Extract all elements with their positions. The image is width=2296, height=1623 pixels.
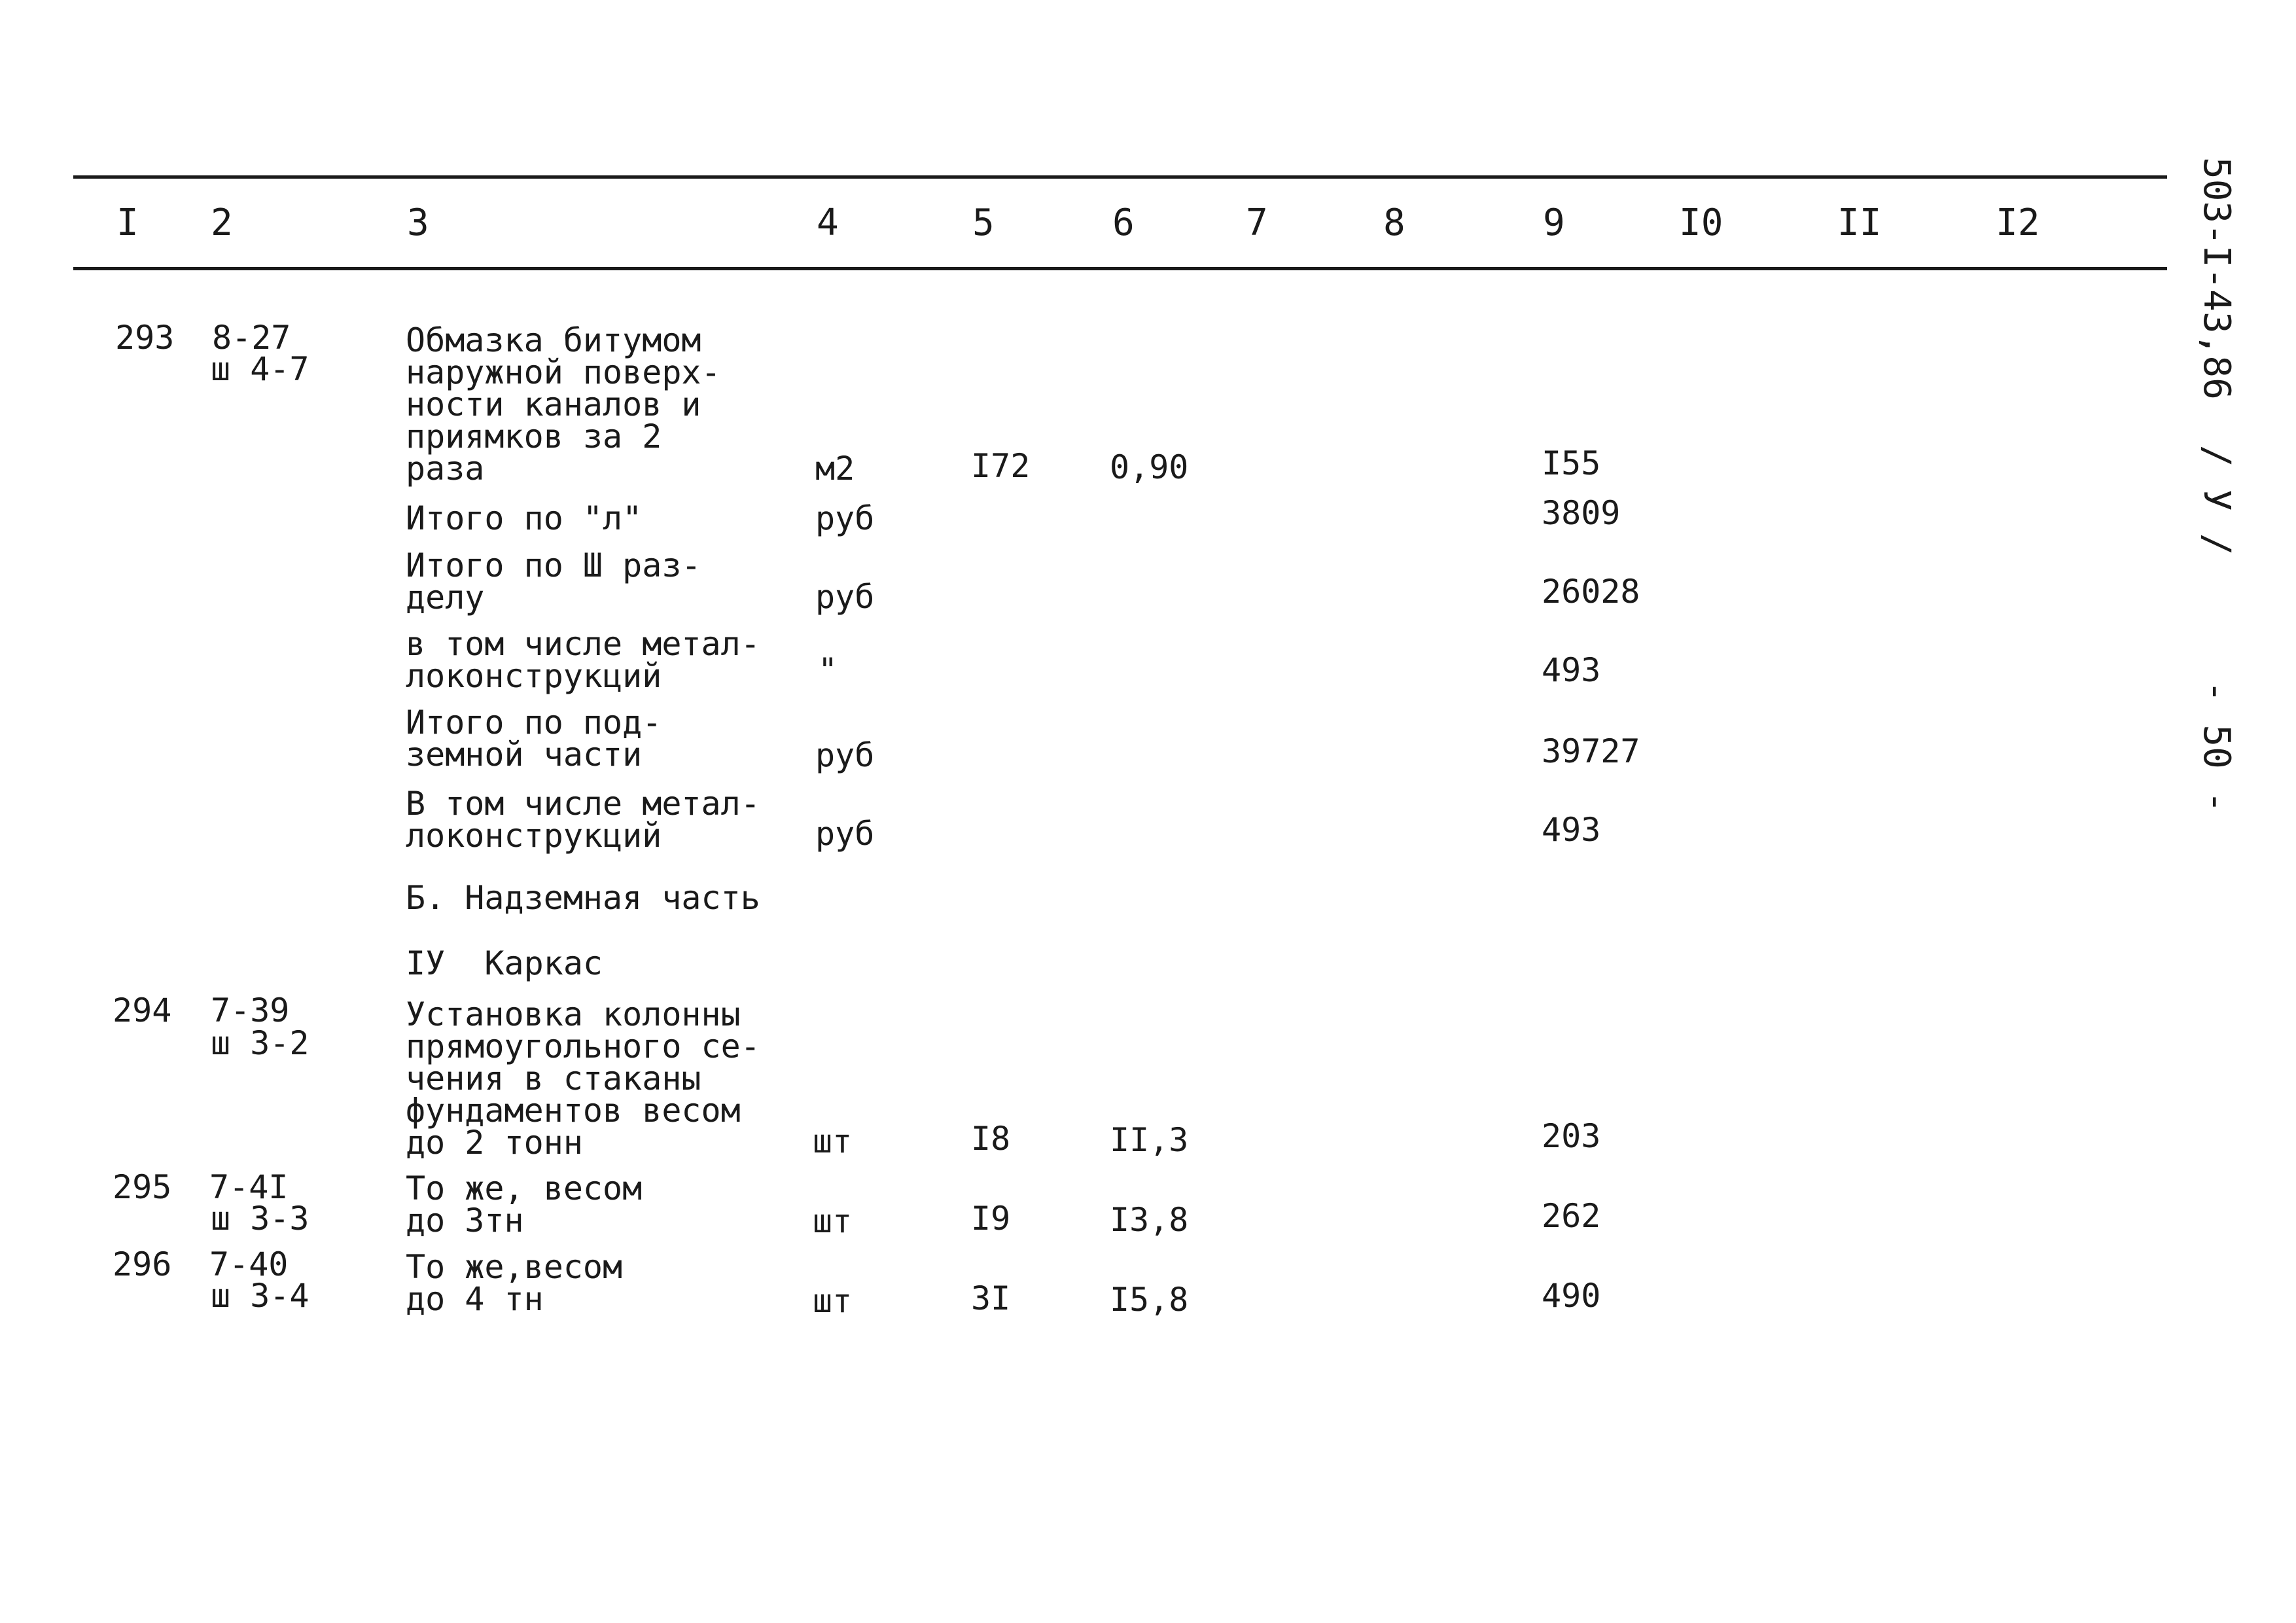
- norm-subcode: ш 4-7: [211, 350, 309, 388]
- norm-code: 8-27: [212, 319, 291, 357]
- unit: шт: [813, 1282, 853, 1320]
- document-code: 503-I-43,86: [2195, 157, 2238, 400]
- total: 203: [1542, 1117, 1601, 1155]
- header-top-rule: [73, 175, 2167, 179]
- unit-norm: 0,90: [1110, 448, 1189, 486]
- work-description: в том числе метал- локонструкций: [406, 625, 760, 695]
- total: 26028: [1542, 573, 1640, 611]
- page-number: - 50 -: [2195, 681, 2238, 813]
- unit: руб: [815, 736, 875, 774]
- total: 3809: [1542, 494, 1621, 532]
- col-header-12: I2: [1996, 202, 2040, 244]
- unit: м2: [815, 450, 855, 488]
- work-description: Итого по Ш раз- делу: [406, 546, 701, 616]
- work-description: То же,весом до 4 тн: [406, 1248, 623, 1318]
- col-header-7: 7: [1246, 202, 1268, 244]
- work-description: Итого по под- земной части: [406, 704, 662, 774]
- norm-subcode: ш 3-2: [211, 1024, 309, 1062]
- quantity: I9: [971, 1200, 1011, 1238]
- work-description: Установка колонны прямоугольного се- чения в стаканы фундаментов весом до 2 тонн: [406, 995, 760, 1162]
- row-number: 296: [113, 1245, 172, 1283]
- total: I55: [1542, 444, 1601, 482]
- section-heading: Б. Надземная часть: [406, 879, 760, 917]
- work-description: То же, весом до 3тн: [406, 1169, 643, 1240]
- unit: руб: [815, 578, 875, 616]
- norm-code: 7-39: [211, 991, 290, 1029]
- col-header-8: 8: [1383, 202, 1405, 244]
- norm-subcode: ш 3-3: [211, 1200, 309, 1238]
- total: 490: [1542, 1277, 1601, 1315]
- work-description: В том числе метал- локонструкций: [406, 785, 760, 855]
- col-header-3: 3: [407, 202, 429, 244]
- unit: шт: [813, 1202, 853, 1240]
- work-description: Обмазка битумом наружной поверх- ности каналов и приямков за 2 раза: [406, 321, 721, 488]
- quantity: I72: [971, 447, 1031, 485]
- row-number: 293: [115, 319, 175, 357]
- subsection-heading: IУ Каркас: [406, 944, 603, 982]
- norm-subcode: ш 3-4: [211, 1277, 309, 1315]
- col-header-9: 9: [1543, 202, 1565, 244]
- col-header-2: 2: [211, 202, 233, 244]
- col-header-1: I: [116, 202, 139, 244]
- total: 493: [1542, 651, 1601, 689]
- total: 39727: [1542, 732, 1640, 770]
- col-header-10: I0: [1679, 202, 1723, 244]
- header-bottom-rule: [73, 267, 2167, 270]
- col-header-4: 4: [817, 202, 839, 244]
- unit: ": [818, 651, 838, 689]
- col-header-11: II: [1837, 202, 1882, 244]
- unit-norm: II,3: [1110, 1121, 1189, 1159]
- unit: шт: [813, 1122, 853, 1160]
- col-header-5: 5: [972, 202, 995, 244]
- norm-code: 7-40: [209, 1245, 289, 1283]
- unit: руб: [815, 815, 875, 853]
- total: 262: [1542, 1197, 1601, 1235]
- unit-norm: I3,8: [1110, 1201, 1189, 1239]
- row-number: 294: [113, 991, 172, 1029]
- quantity: 3I: [971, 1279, 1011, 1317]
- col-header-6: 6: [1112, 202, 1135, 244]
- norm-code: 7-4I: [209, 1168, 289, 1206]
- quantity: I8: [971, 1120, 1011, 1158]
- unit-norm: I5,8: [1110, 1281, 1189, 1319]
- unit: руб: [815, 499, 875, 537]
- row-number: 295: [113, 1168, 172, 1206]
- sheet-marker: / У /: [2195, 445, 2238, 556]
- total: 493: [1542, 811, 1601, 849]
- work-description: Итого по "л": [406, 499, 643, 537]
